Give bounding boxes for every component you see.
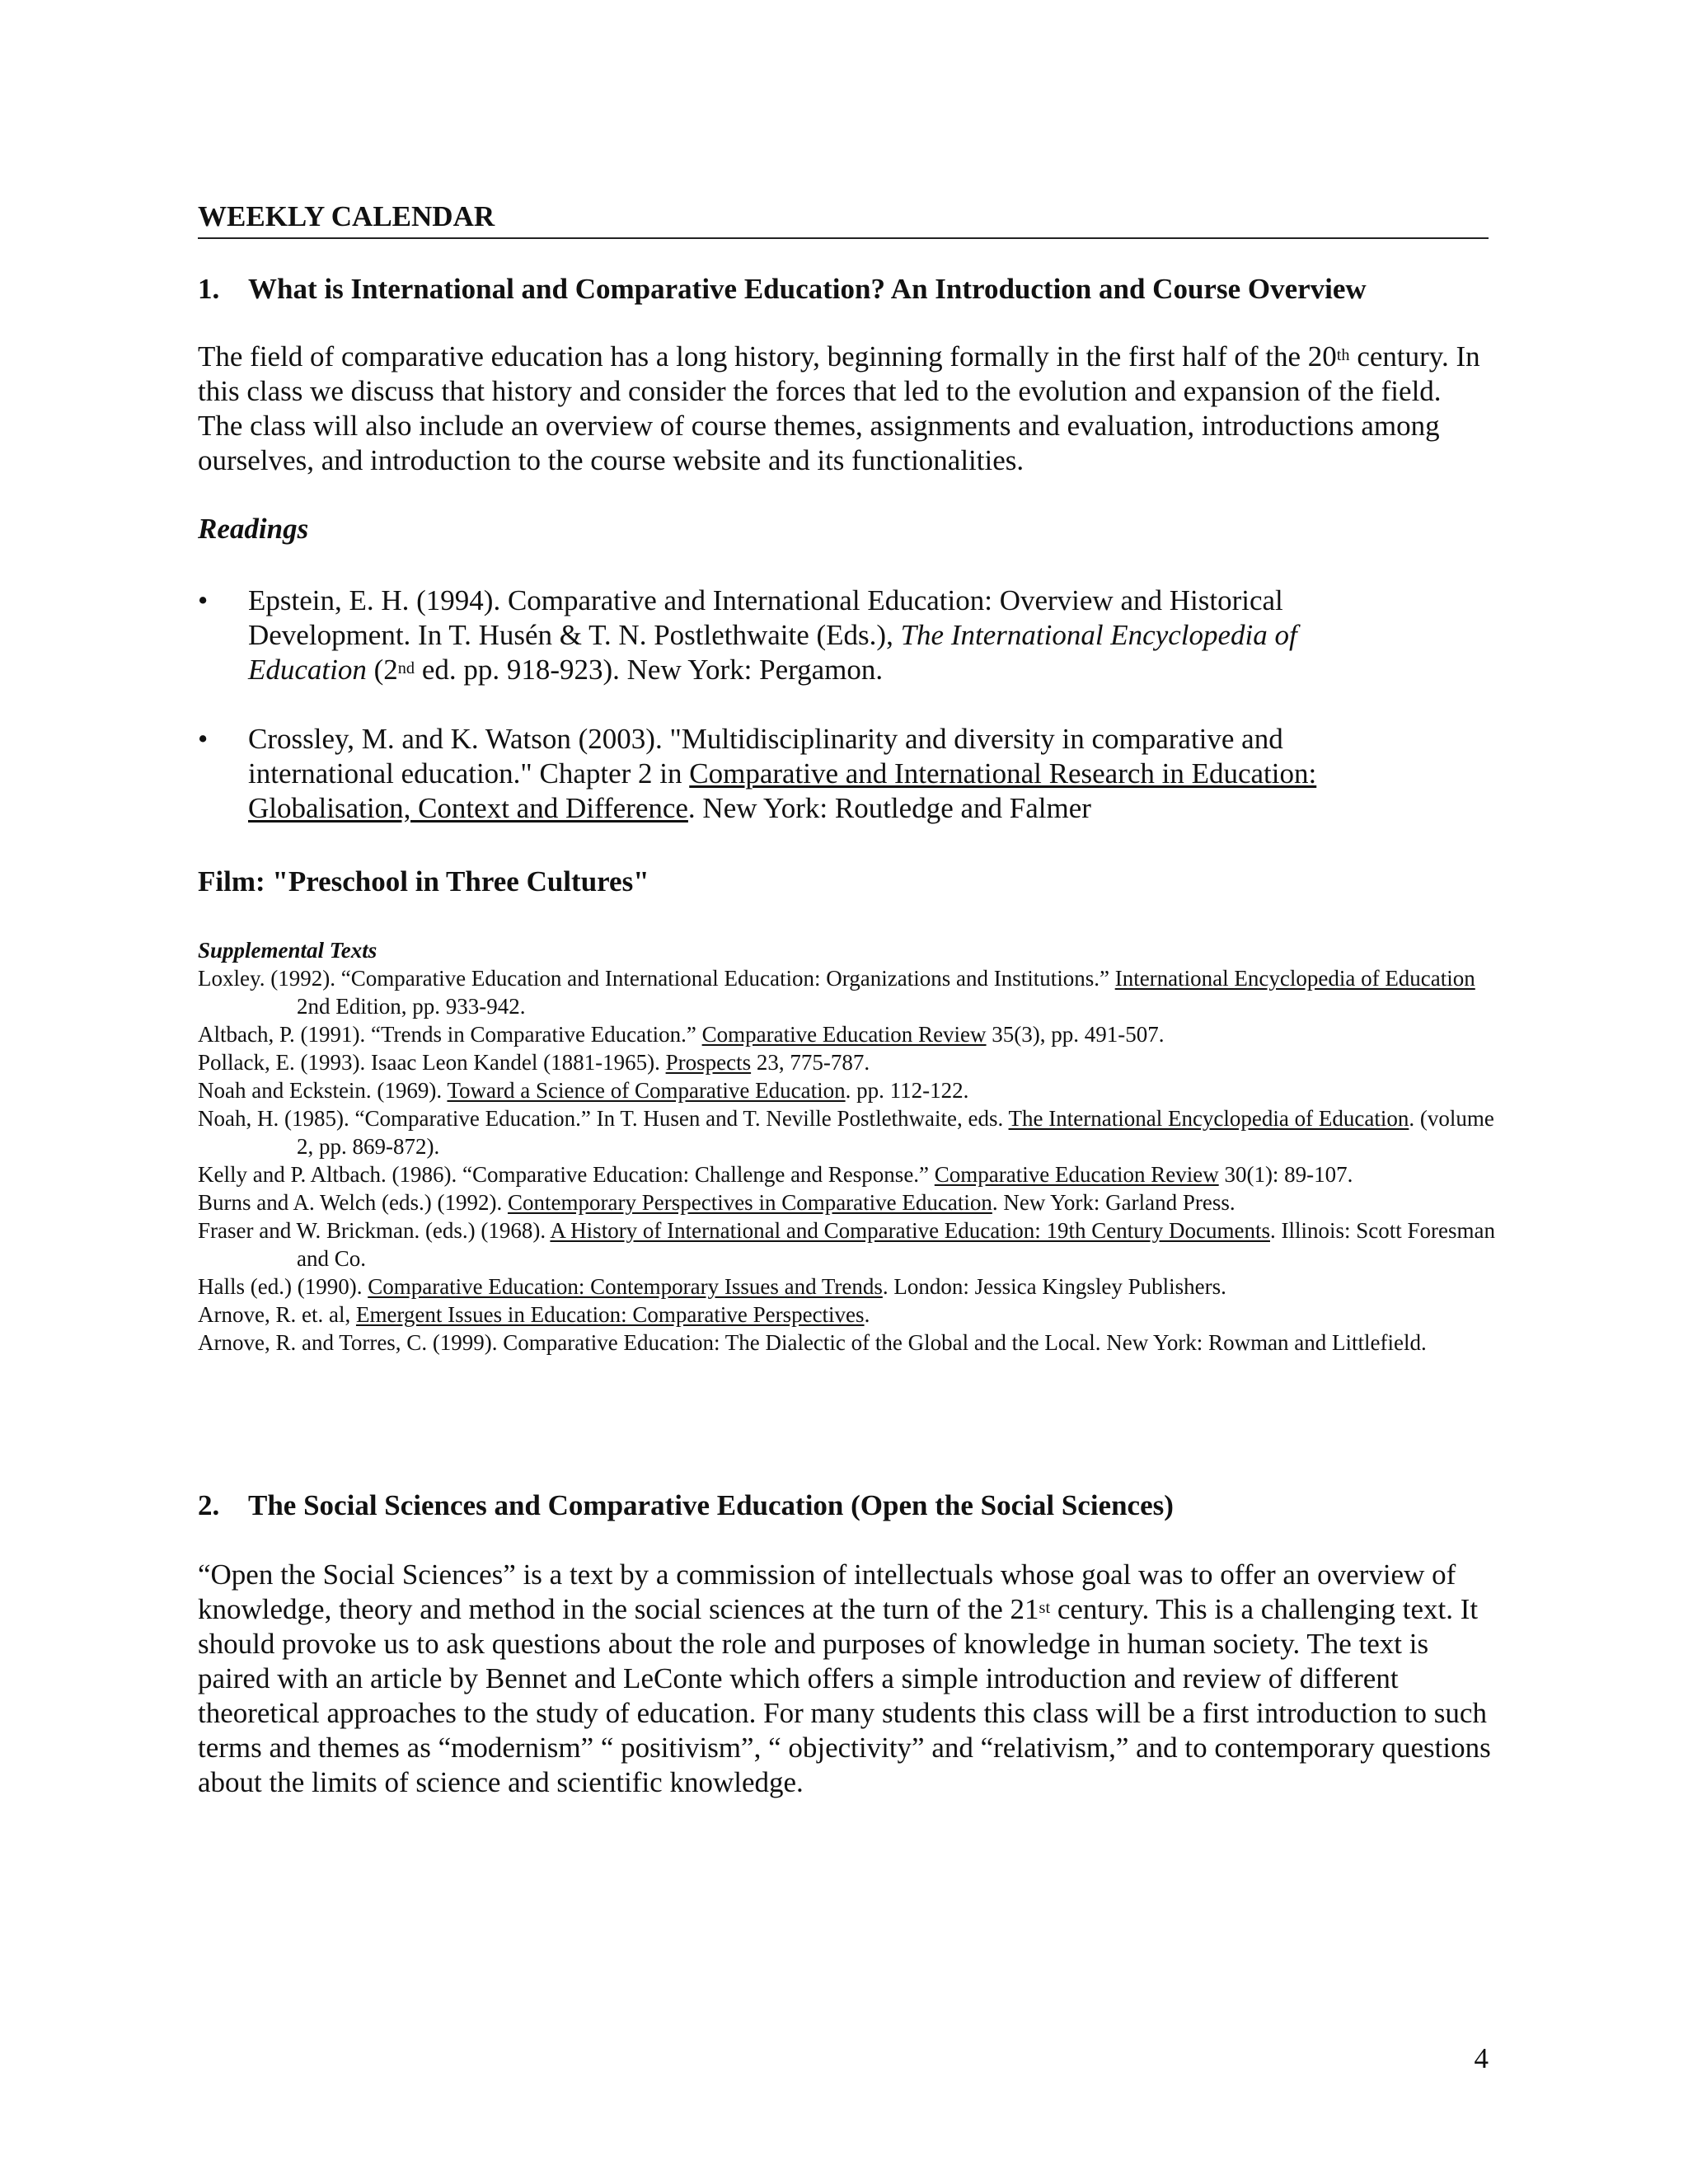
supplemental-item-title: Comparative Education Review (934, 1162, 1219, 1187)
supplemental-item (198, 1188, 1500, 1216)
supplemental-item-text: Burns and A. Welch (eds.) (1992). (198, 1190, 509, 1215)
section-2-paragraph-part-a: “Open the Social Sciences” is a text by a commission of intellectuals whose goal was to offer an overview of knowledge, theory and method in the social sciences at the turn of the 21 (198, 1558, 1456, 1625)
supplemental-item-title: Comparative Education Review (701, 1022, 987, 1047)
readings-label: Readings (198, 513, 309, 545)
reading-item-1 (198, 583, 1385, 687)
supplemental-item (198, 1076, 1500, 1104)
section-1-number: 1. (198, 273, 220, 305)
supplemental-item-tail: 30(1): 89-107. (1218, 1162, 1353, 1187)
supplemental-item-text: Arnove, R. et. al, (198, 1302, 356, 1327)
supplemental-item-tail: . London: Jessica Kingsley Publishers. (882, 1274, 1226, 1299)
supplemental-item-title: A History of International and Comparative Education: 19th Century Documents (550, 1218, 1270, 1243)
reading-2-part-a: Crossley, M. and K. Watson (2003). "Multidisciplinarity and diversity in comparative and international education." Chapter 2 in (248, 723, 1283, 790)
section-1-title (198, 270, 1367, 308)
supplemental-texts-label: Supplemental Texts (198, 938, 377, 963)
supplemental-item-tail: 23, 775-787. (751, 1050, 870, 1075)
section-1-paragraph-sup: th (1336, 345, 1350, 364)
supplemental-item-title: Comparative Education: Contemporary Issues and Trends (368, 1274, 883, 1299)
supplemental-item (198, 1272, 1500, 1301)
section-2-title-text: The Social Sciences and Comparative Education (Open the Social Sciences) (248, 1489, 1174, 1521)
supplemental-item-tail: . New York: Garland Press. (992, 1190, 1236, 1215)
reading-2-part-b: . New York: Routledge and Falmer (687, 792, 1091, 824)
page-number: 4 (1474, 2042, 1489, 2074)
reading-1-sup: nd (397, 658, 415, 677)
section-2-paragraph-sup: st (1039, 1598, 1051, 1617)
section-2-title (198, 1487, 1174, 1525)
supplemental-item-tail: . pp. 112-122. (845, 1078, 969, 1103)
supplemental-item (198, 1020, 1500, 1048)
supplemental-item-tail: 35(3), pp. 491-507. (986, 1022, 1165, 1047)
supplemental-item (198, 1216, 1500, 1272)
reading-item-2-text (248, 722, 1385, 826)
supplemental-item-text: Kelly and P. Altbach. (1986). “Comparative Education: Challenge and Response.” (198, 1162, 935, 1187)
supplemental-item-tail: . Illinois: Scott Foresman and Co. (297, 1218, 1495, 1271)
section-1-paragraph (198, 340, 1492, 478)
supplemental-item-text: Halls (ed.) (1990). (198, 1274, 368, 1299)
supplemental-item-tail: . (864, 1302, 870, 1327)
supplemental-item (198, 1329, 1500, 1357)
supplemental-item-title: International Encyclopedia of Education (1114, 966, 1475, 991)
supplemental-item-title: Emergent Issues in Education: Comparative Perspectives (355, 1302, 865, 1327)
bullet-icon: • (198, 723, 209, 755)
reading-item-1-text (248, 583, 1385, 687)
reading-2-title: Comparative and International Research in Education: Globalisation, Context and Difference (248, 757, 1317, 824)
supplemental-item-text: Fraser and W. Brickman. (eds.) (1968). (198, 1218, 551, 1243)
supplemental-texts-list (198, 964, 1500, 1357)
supplemental-item-tail: 2nd Edition, pp. 933-942. (297, 994, 526, 1019)
supplemental-item-text: Altbach, P. (1991). “Trends in Comparative Education.” (198, 1022, 702, 1047)
supplemental-item-tail: . (volume 2, pp. 869-872). (297, 1106, 1494, 1159)
supplemental-item-title: Contemporary Perspectives in Comparative Education (508, 1190, 992, 1215)
film-title: Film: "Preschool in Three Cultures" (198, 865, 649, 898)
supplemental-item-text: Noah and Eckstein. (1969). (198, 1078, 448, 1103)
section-2-number: 2. (198, 1489, 220, 1521)
supplemental-item (198, 1048, 1500, 1076)
section-1-paragraph-part-b: century. In this class we discuss that history and consider the forces that led to the evolution and expansion of the field. The class will also include an overview of course themes, assignments and evaluation, introductions among ourselves, and introduction to the course website and its functionalities. (198, 340, 1480, 476)
supplemental-item-text: Arnove, R. and Torres, C. (1999). Comparative Education: The Dialectic of the Global and the Local. New York: Rowman and Littlefield. (198, 1330, 1427, 1355)
supplemental-item-text: Noah, H. (1985). “Comparative Education.” In T. Husen and T. Neville Postlethwaite, eds. (198, 1106, 1009, 1131)
supplemental-item-text: Pollack, E. (1993). Isaac Leon Kandel (1881-1965). (198, 1050, 666, 1075)
bullet-icon: • (198, 584, 209, 616)
reading-1-part-c: ed. pp. 918-923). New York: Pergamon. (415, 654, 884, 686)
weekly-calendar-heading: WEEKLY CALENDAR (198, 198, 1489, 239)
supplemental-item-title: The International Encyclopedia of Education (1008, 1106, 1409, 1131)
reading-item-2 (198, 722, 1385, 826)
supplemental-item-title: Toward a Science of Comparative Education (447, 1078, 846, 1103)
reading-1-part-a: Epstein, E. H. (1994). Comparative and International Education: Overview and Historical Development. In T. Husén & T. N. Postlethwaite (Eds.), (248, 584, 1283, 651)
section-2-paragraph-part-b: century. This is a challenging text. It should provoke us to ask questions about the role and purposes of knowledge in human society. The text is paired with an article by Bennet and LeConte which offers a simple introduction and review of different theoretical approaches to the study of education. For many students this class will be a first introduction to such terms and themes as “modernism” “ positivism”, “ objectivity” and “relativism,” and to contemporary questions about the limits of science and scientific knowledge. (198, 1593, 1491, 1798)
section-1-title-text: What is International and Comparative Education? An Introduction and Course Overview (248, 273, 1367, 305)
supplemental-item (198, 964, 1500, 1020)
section-2-paragraph (198, 1558, 1492, 1800)
reading-1-title: The International Encyclopedia of Education (248, 619, 1297, 686)
supplemental-item-text: Loxley. (1992). “Comparative Education and International Education: Organizations and Institutions.” (198, 966, 1115, 991)
supplemental-item (198, 1104, 1500, 1160)
supplemental-item (198, 1160, 1500, 1188)
supplemental-item (198, 1301, 1500, 1329)
reading-1-part-b: (2 (366, 654, 398, 686)
section-1-paragraph-part-a: The field of comparative education has a long history, beginning formally in the first half of the 20 (198, 340, 1337, 373)
supplemental-item-title: Prospects (665, 1050, 752, 1075)
